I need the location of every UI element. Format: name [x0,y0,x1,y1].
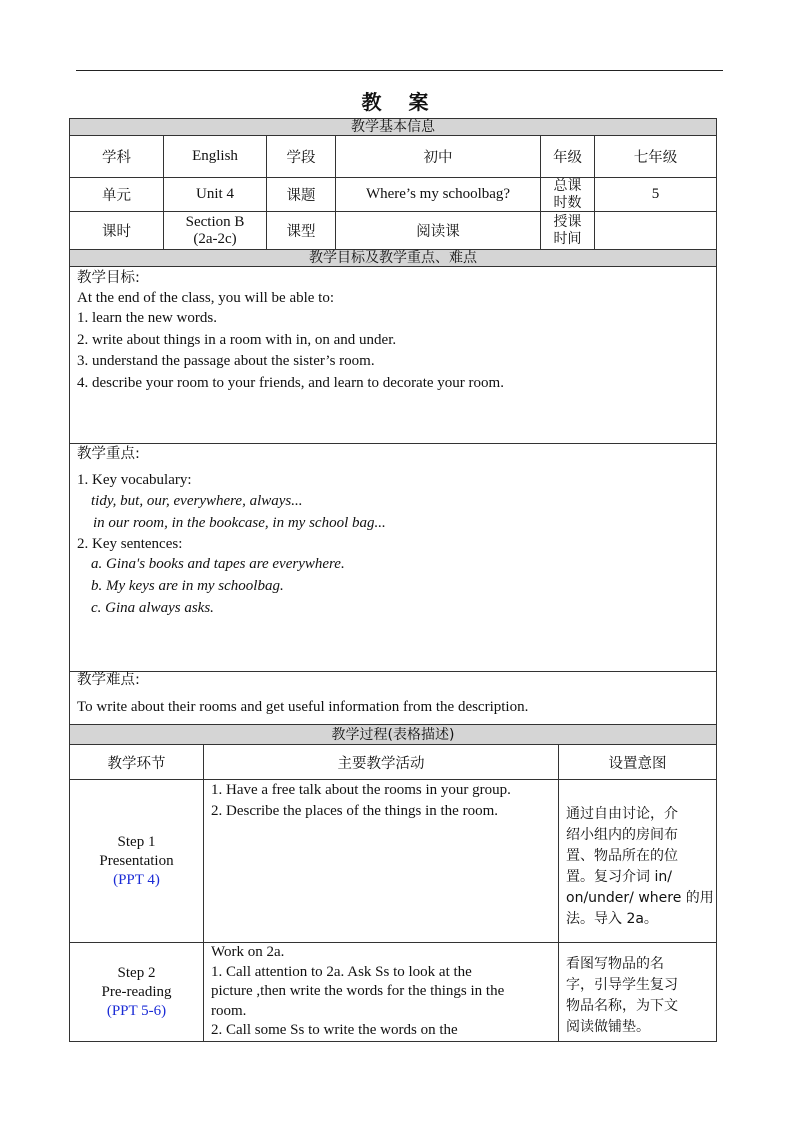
topic-label: 课题 [266,177,336,212]
key-sentences-title: 2. Key sentences: [77,536,183,552]
objectives-band: 教学目标及教学重点、难点 [69,249,717,267]
step-column-header: 教学环节 [69,744,204,780]
type-label: 课型 [266,211,336,250]
process-band: 教学过程(表格描述) [69,724,717,745]
step-phase: Presentation [99,852,174,869]
total-hours-label-line-1: 总课 [553,177,582,194]
period-value [163,211,267,250]
basic-info-band: 教学基本信息 [69,118,717,136]
unit-value: Unit 4 [163,177,267,212]
step-ppt-ref: (PPT 4) [113,871,160,888]
step-2-cell [69,942,204,1042]
activity-line: 1. Have a free talk about the rooms in your group. [211,782,511,798]
step-2-intent [558,942,717,1042]
intent-column-header: 设置意图 [558,744,717,780]
difficulty-section [69,671,717,725]
teaching-time-label-line-1: 授课 [553,213,582,230]
key-sentence: c. Gina always asks. [91,600,214,616]
step-phase: Pre-reading [101,983,172,1000]
intent-line: 字，引导学生复习 [566,977,678,993]
teaching-time-value [594,211,717,250]
activity-line: 2. Call some Ss to write the words on the [211,1022,458,1038]
intent-line: 物品名称，为下文 [566,998,678,1014]
topic-value: Where’s my schoolbag? [335,177,541,212]
key-vocabulary-line: in our room, in the bookcase, in my school bag... [93,515,386,531]
objectives-intro: At the end of the class, you will be able to: [77,290,335,306]
difficulty-heading: 教学难点: [77,672,140,688]
key-sentence: b. My keys are in my schoolbag. [91,578,284,594]
intent-line: 置。复习介词 in/ [566,869,672,885]
stage-value: 初中 [335,135,541,178]
key-vocabulary-title: 1. Key vocabulary: [77,472,192,488]
intent-line: 阅读做铺垫。 [566,1019,650,1035]
difficulty-text: To write about their rooms and get useful information from the description. [77,699,529,715]
step-2-activities [203,942,559,1042]
objective-item: 2. write about things in a room with in, on and under. [77,331,397,348]
step-name: Step 2 [117,964,156,981]
document-title: 教 案 [361,90,439,114]
activity-line: 1. Call attention to 2a. Ask Ss to look at the [211,963,472,980]
grade-value: 七年级 [594,135,717,178]
teaching-time-label [540,211,595,250]
stage-label: 学段 [266,135,336,178]
total-hours-label-line-2: 时数 [553,194,582,211]
key-vocabulary-line: tidy, but, our, everywhere, always... [91,493,303,509]
step-1-cell [69,779,204,943]
total-hours-label [540,177,595,212]
intent-line: 置、物品所在的位 [566,848,678,864]
subject-value: English [163,135,267,178]
step-ppt-ref: (PPT 5-6) [106,1002,167,1019]
activity-line: picture ,then write the words for the things in the [211,983,505,999]
key-points-section [69,443,717,672]
intent-line: 看图写物品的名 [566,956,664,972]
period-label: 课时 [69,211,164,250]
objective-item: 4. describe your room to your friends, and learn to decorate your room. [77,374,504,391]
key-sentence: a. Gina's books and tapes are everywhere. [91,556,345,572]
type-value: 阅读课 [335,211,541,250]
step-1-intent [558,779,717,943]
intent-line: 通过自由讨论，介 [566,806,678,822]
step-1-activities [203,779,559,943]
objectives-section [69,266,717,444]
key-points-heading: 教学重点: [77,446,140,462]
unit-label: 单元 [69,177,164,212]
activity-line: Work on 2a. [211,944,285,960]
objective-item: 3. understand the passage about the sister’s room. [77,353,375,369]
activity-column-header: 主要教学活动 [203,744,559,780]
teaching-time-label-line-2: 时间 [553,230,582,247]
activity-line: 2. Describe the places of the things in the room. [211,803,499,819]
intent-line: 绍小组内的房间布 [566,827,678,843]
header-rule [76,70,723,71]
step-name: Step 1 [117,833,156,850]
period-value-line-2: (2a-2c) [193,230,237,247]
objectives-heading: 教学目标: [77,270,140,286]
objective-item: 1. learn the new words. [77,310,217,326]
intent-line: 法。导入 2a。 [566,911,658,927]
intent-line: on/under/ where 的用 [566,890,714,906]
activity-line: room. [211,1002,247,1019]
total-hours-value: 5 [594,177,717,212]
grade-label: 年级 [540,135,595,178]
subject-label: 学科 [69,135,164,178]
period-value-line-1: Section B [185,213,245,230]
